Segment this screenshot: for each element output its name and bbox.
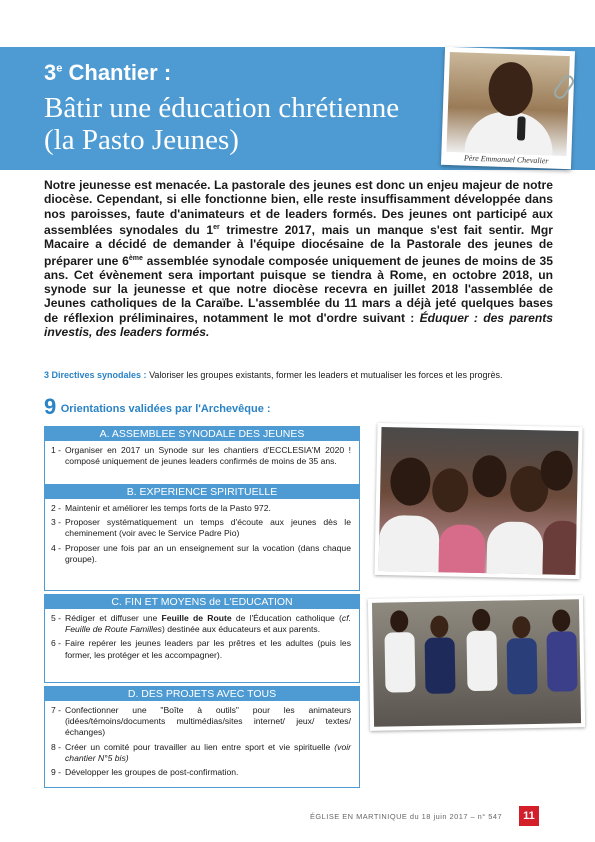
orientations-count: 9 [44,394,57,419]
group-photo-standing-image [372,599,581,727]
directives-text: Valoriser les groupes existants, former les leaders et mutualiser les forces et les progrès. [149,370,503,380]
list-item: 7 - Confectionner une "Boîte à outils" pour les animateurs (idées/témoins/documents multimédias/sites internet/ jeux/ textes/ échanges) [51,705,351,738]
orientations-label: Orientations validées par l'Archevêque : [60,403,271,415]
page-title-line2: (la Pasto Jeunes) [44,124,239,156]
directives-line [44,370,564,380]
portrait-photo [441,47,575,169]
list-item: 1 - Organiser en 2017 un Synode sur les chantiers d'ECCLESIA'M 2020 ! composé uniquement de jeunes leaders confirmés de moins de 35 ans. [51,445,351,467]
section-title-d: D. DES PROJETS AVEC TOUS [45,687,359,701]
section-title-c: C. FIN ET MOYENS de L'EDUCATION [45,595,359,609]
section-box-c [44,594,360,683]
motto-text: Éduquer : des parents investis, des leaders formés. [44,310,553,340]
list-item: 9 - Développer les groupes de post-confirmation. [51,767,239,778]
list-item: 8 - Créer un comité pour travailler au lien entre sport et vie spirituelle (voir chantier N°5 bis) [51,741,351,763]
group-photo-seated [374,423,582,579]
footer-publication: ÉGLISE EN MARTINIQUE du 18 juin 2017 – n° 547 [310,812,503,821]
microphone-icon [517,116,526,140]
group-photo-seated-image [379,427,579,575]
section-box-a [44,426,360,486]
orientations-heading [44,394,271,420]
chantier-heading: 3e Chantier : [44,60,172,85]
section-box-d [44,686,360,788]
section-box-b [44,484,360,591]
directives-label: 3 Directives synodales : [44,370,147,380]
list-item: 2 - Maintenir et améliorer les temps forts de la Pasto 972. [51,503,271,513]
list-item: 6 - Faire repérer les jeunes leaders par les prêtres et les adultes (puis les former, les protéger et les accompagner). [51,638,351,660]
list-item: 3 - Proposer systématiquement un temps d'écoute aux jeunes dès le cheminement (voir avec le Service Padre Pio) [51,517,351,539]
group-photo-standing [368,595,585,731]
section-title-b: B. EXPERIENCE SPIRITUELLE [45,485,359,499]
page-title-line1: Bâtir une éducation chrétienne [44,92,400,124]
intro-paragraph: Notre jeunesse est menacée. La pastorale des jeunes est donc un enjeu majeur de notre diocèse. Cependant, si elle fonctionne bien, elle reste insuffisamment développée dans nos paroisses, faute d'animateurs et de leaders formés. Des jeunes ont participé aux assemblées synodales du 1er trimestre 2017, mais un manque s'est fait sentir. Mgr Macaire a décidé de demander à l'équipe diocésaine de la Pastorale des jeunes de préparer une 6ème assemblée synodale composée uniquement de jeunes de moins de 35 ans. Cet évènement sera important puisque se tiendra à Rome, en octobre 2018, un synode sur la jeunesse et que notre diocèse recevra en juillet 2018 l'assemblée de Jeunes catholiques de la Caraïbe. L'assemblée du 11 mars a déjà jeté quelques bases de réflexion préliminaires, notamment le mot d'ordre suivant : Éduquer : des parents investis, des leaders formés. [44,178,553,340]
page-number: 11 [519,806,539,826]
list-item: 4 - Proposer une fois par an un enseignement sur la vocation (dans chaque groupe). [51,542,351,564]
portrait-image [446,52,569,156]
photo-caption: Père Emmanuel Chevalier [463,153,549,166]
chantier-superscript: e [56,62,63,75]
list-item: 5 - Rédiger et diffuser une Feuille de Route de l'Éducation catholique (cf. Feuille de Route Familles) destinée aux éducateurs et aux parents. [51,613,351,635]
section-title-a: A. ASSEMBLEE SYNODALE DES JEUNES [45,427,359,441]
